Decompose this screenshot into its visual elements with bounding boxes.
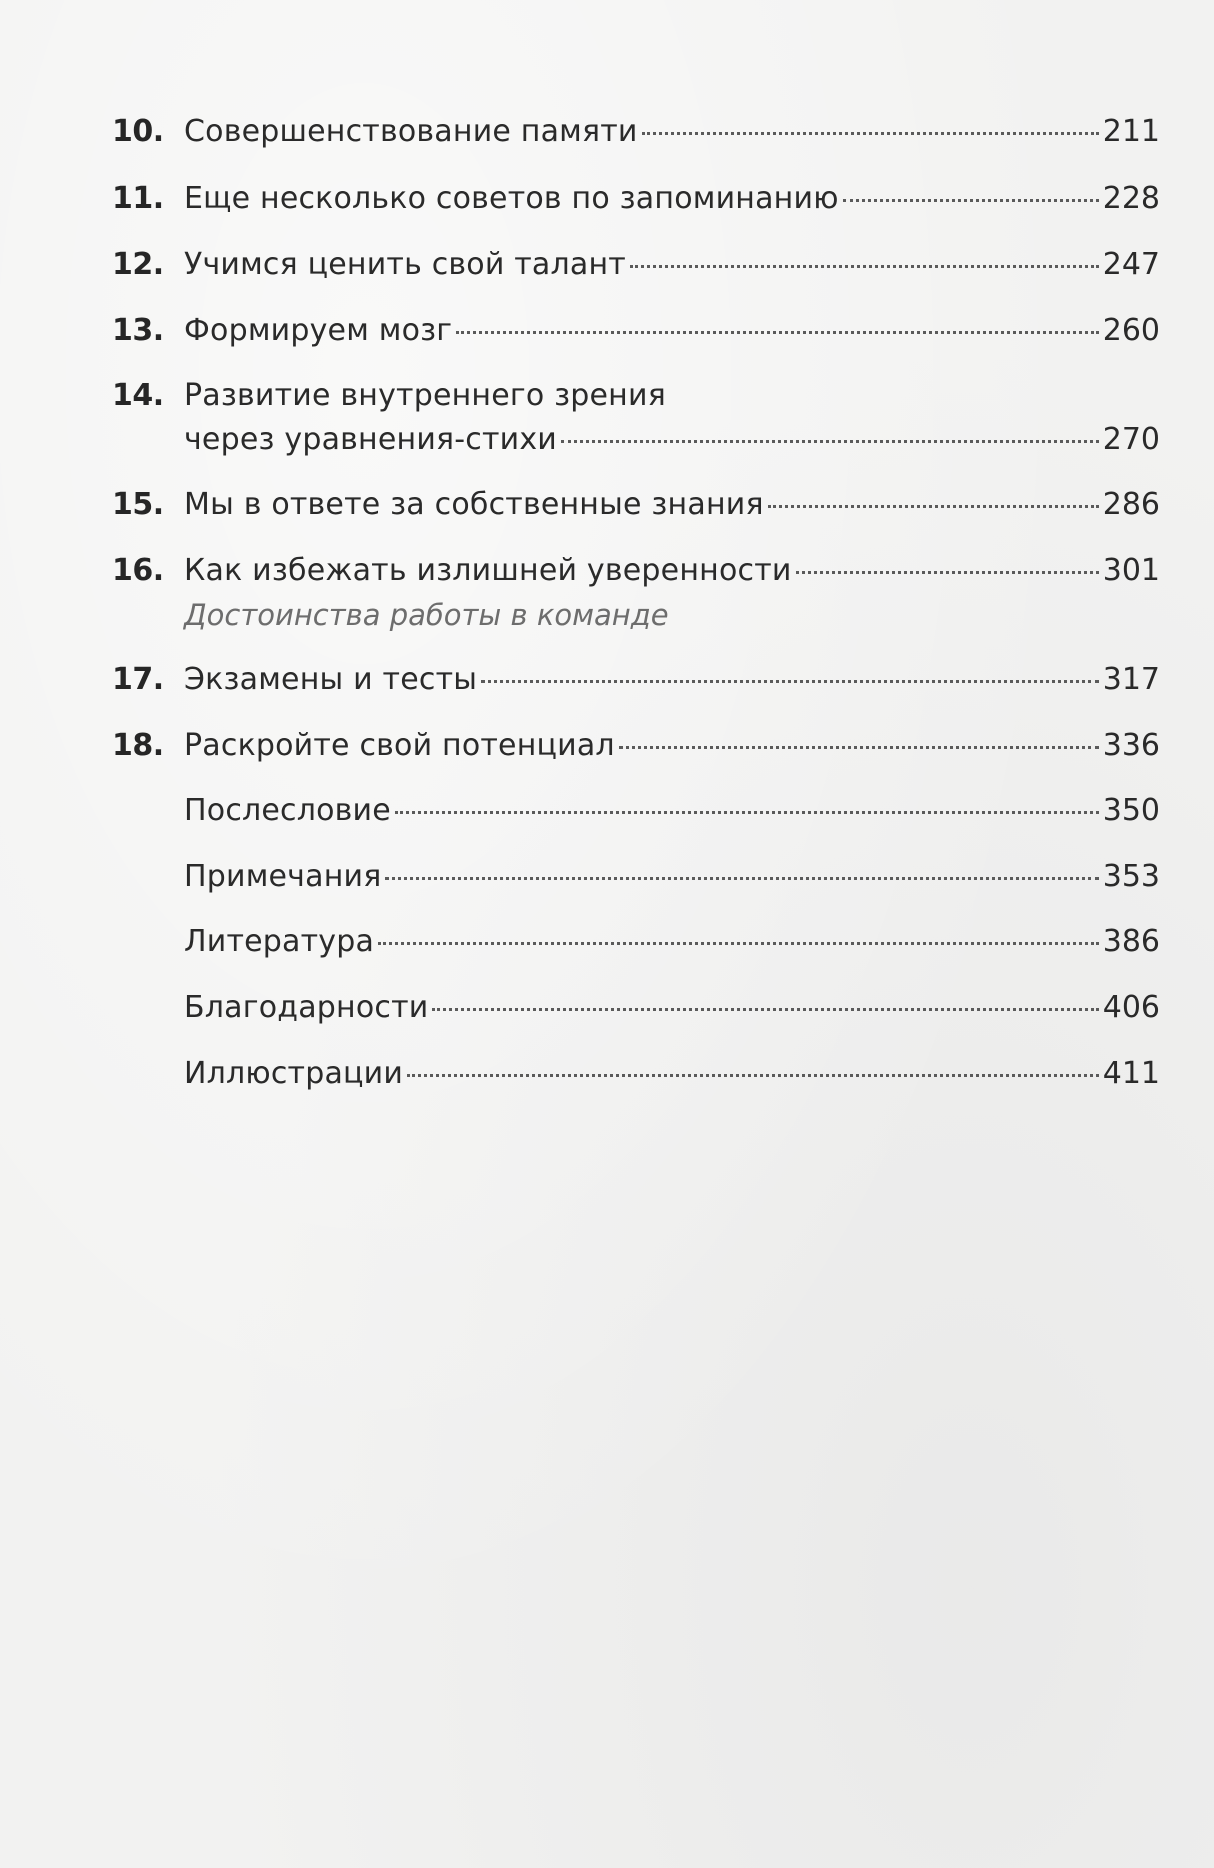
dot-leader — [378, 942, 1099, 945]
chapter-title: Раскройте свой потенциал — [184, 728, 615, 763]
dot-leader — [407, 1074, 1099, 1077]
chapter-title: Учимся ценить свой талант — [184, 247, 626, 282]
page-number: 386 — [1102, 924, 1160, 959]
section-title: Иллюстрации — [184, 1056, 404, 1091]
page-number: 353 — [1102, 859, 1160, 894]
chapter-title-line-1: Развитие внутреннего зрения — [184, 378, 666, 413]
toc-entry-16 — [112, 549, 1160, 637]
toc-entry-12 — [112, 243, 1160, 287]
section-title: Послесловие — [184, 793, 391, 828]
page-number: 247 — [1102, 247, 1160, 282]
toc-entry-13 — [112, 309, 1160, 353]
toc-entry-illustrations — [112, 1052, 1160, 1096]
toc-entry-literature — [112, 920, 1160, 964]
section-title: Литература — [184, 924, 375, 959]
toc-entry-afterword — [112, 789, 1160, 833]
page-number: 286 — [1102, 487, 1160, 522]
chapter-number: 14. — [112, 378, 164, 413]
section-title: Примечания — [184, 859, 382, 894]
chapter-title: Совершенствование памяти — [184, 114, 638, 149]
dot-leader — [768, 505, 1099, 508]
page-number: 406 — [1102, 990, 1160, 1025]
dot-leader — [395, 811, 1099, 814]
dot-leader — [843, 199, 1099, 202]
chapter-number: 13. — [112, 313, 164, 348]
page-number: 301 — [1102, 553, 1160, 588]
chapter-number: 10. — [112, 114, 164, 149]
chapter-title-line-2: через уравнения-стихи — [184, 422, 558, 457]
dot-leader — [456, 331, 1098, 334]
chapter-number: 16. — [112, 553, 164, 588]
chapter-title: Формируем мозг — [184, 313, 453, 348]
chapter-title: Как избежать излишней уверенности — [184, 553, 792, 588]
page-number: 270 — [1102, 422, 1160, 457]
dot-leader — [642, 132, 1099, 135]
toc-entry-14 — [112, 374, 1160, 462]
page-number: 260 — [1102, 313, 1160, 348]
toc-entry-15 — [112, 483, 1160, 527]
page-number: 317 — [1102, 662, 1160, 697]
toc-entry-17 — [112, 658, 1160, 702]
page-number: 211 — [1102, 114, 1160, 149]
dot-leader — [481, 680, 1099, 683]
dot-leader — [619, 746, 1099, 749]
toc-entry-10 — [112, 110, 1160, 154]
chapter-title: Мы в ответе за собственные знания — [184, 487, 764, 522]
toc-entry-acknowledgements — [112, 986, 1160, 1030]
toc-entry-notes — [112, 855, 1160, 899]
chapter-number: 12. — [112, 247, 164, 282]
chapter-number: 18. — [112, 728, 164, 763]
dot-leader — [385, 877, 1098, 880]
page-number: 228 — [1102, 181, 1160, 216]
page-number: 336 — [1102, 728, 1160, 763]
toc-entry-18 — [112, 724, 1160, 768]
chapter-number: 17. — [112, 662, 164, 697]
chapter-title: Экзамены и тесты — [184, 662, 478, 697]
chapter-title: Еще несколько советов по запоминанию — [184, 181, 839, 216]
page-number: 350 — [1102, 793, 1160, 828]
dot-leader — [796, 571, 1099, 574]
chapter-subtitle: Достоинства работы в команде — [184, 598, 669, 632]
chapter-number: 15. — [112, 487, 164, 522]
dot-leader — [432, 1008, 1098, 1011]
page-number: 411 — [1102, 1056, 1160, 1091]
chapter-number: 11. — [112, 181, 164, 216]
section-title: Благодарности — [184, 990, 429, 1025]
dot-leader — [561, 440, 1099, 443]
toc-entry-11 — [112, 177, 1160, 221]
dot-leader — [630, 265, 1099, 268]
